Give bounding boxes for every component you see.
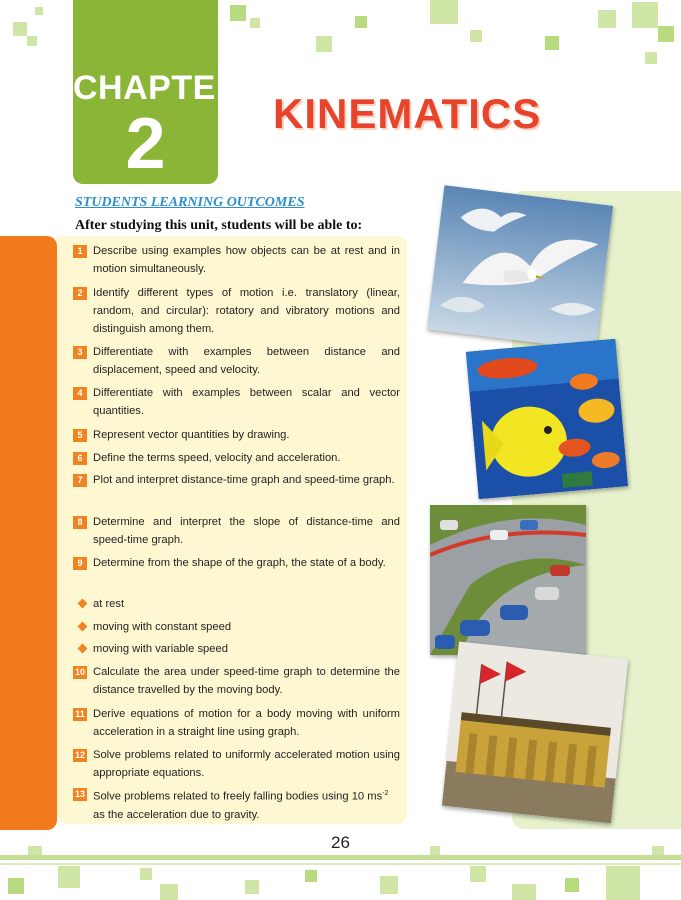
bullet-text: moving with variable speed [93, 643, 228, 655]
item-text: Differentiate with examples between distance and displacement, speed and velocity. [93, 346, 400, 376]
list-item [73, 746, 400, 782]
tropical-fish-photo [466, 339, 628, 500]
decor-square [230, 5, 246, 21]
seagulls-image [427, 185, 613, 350]
item-number: 11 [73, 708, 87, 721]
decor-square [305, 870, 317, 882]
slo-intro: After studying this unit, students will be able to: [75, 218, 363, 233]
decor-square [35, 7, 43, 15]
item-number: 4 [73, 387, 87, 400]
slo-heading: STUDENTS LEARNING OUTCOMES [75, 195, 305, 210]
decor-square [512, 884, 536, 900]
parade-image [442, 642, 628, 824]
item-text: Calculate the area under speed-time graph to determine the distance travelled by the moving body. [93, 666, 400, 696]
item-text [93, 785, 400, 824]
item-number: 9 [73, 557, 87, 570]
decor-square [245, 880, 259, 894]
item-text: Determine from the shape of the graph, the state of a body. [93, 557, 386, 569]
sub-bullet [79, 595, 124, 613]
side-bar [0, 236, 57, 830]
chapter-number: 2 [125, 104, 166, 184]
parade-photo [442, 642, 628, 824]
list-item [73, 384, 400, 420]
bullet-text: at rest [93, 598, 125, 610]
decor-square [565, 878, 579, 892]
diamond-bullet-icon [78, 622, 88, 632]
list-item [73, 426, 400, 444]
bullet-text: moving with constant speed [93, 621, 232, 633]
decor-square [58, 866, 80, 888]
decor-square [470, 866, 486, 882]
decor-square [27, 36, 37, 46]
decor-square [380, 876, 398, 894]
sub-bullet [79, 618, 231, 636]
sub-bullet [79, 640, 228, 658]
decor-square [606, 866, 640, 900]
item-text-part: Solve problems related to freely falling bodies using 10 ms [93, 790, 383, 803]
list-item [73, 471, 400, 489]
item-text-part: as the acceleration due to gravity. [93, 808, 260, 821]
list-item [73, 449, 400, 467]
item-number: 1 [73, 245, 87, 258]
list-item [73, 705, 400, 741]
list-item [73, 554, 400, 572]
item-text: Plot and interpret distance-time graph and speed-time graph. [93, 474, 395, 486]
page-number: 26 [331, 833, 350, 852]
item-text: Represent vector quantities by drawing. [93, 429, 290, 441]
decor-square [598, 10, 616, 28]
cars-image [430, 505, 586, 655]
item-number: 6 [73, 452, 87, 465]
item-number: 2 [73, 287, 87, 300]
item-text: Solve problems related to uniformly accelerated motion using appropriate equations. [93, 749, 400, 779]
decor-square [316, 36, 332, 52]
footer-rule [0, 863, 681, 865]
chapter-badge [73, 0, 241, 184]
decor-square [470, 30, 482, 42]
item-text: Define the terms speed, velocity and acceleration. [93, 452, 341, 464]
item-number: 5 [73, 429, 87, 442]
superscript: -2 [382, 790, 389, 797]
decor-square [632, 2, 658, 28]
diamond-bullet-icon [78, 599, 88, 609]
page-title: KINEMATICS [273, 90, 542, 137]
item-text: Determine and interpret the slope of distance-time and speed-time graph. [93, 516, 400, 546]
item-text: Differentiate with examples between scalar and vector quantities. [93, 387, 400, 417]
list-item [73, 785, 400, 824]
seagulls-photo [427, 185, 613, 350]
item-text: Describe using examples how objects can be at rest and in motion simultaneously. [93, 245, 400, 275]
decor-square [13, 22, 27, 36]
item-number: 7 [73, 474, 87, 487]
decor-square [8, 878, 24, 894]
list-item [73, 513, 400, 549]
chapter-label: CHAPTER [73, 69, 241, 107]
item-text: Derive equations of motion for a body moving with uniform acceleration in a straight line using graph. [93, 708, 400, 738]
decor-square [250, 18, 260, 28]
decor-square [430, 0, 458, 24]
list-item [73, 663, 400, 699]
list-item [73, 242, 400, 278]
item-number: 8 [73, 516, 87, 529]
item-number: 10 [74, 667, 85, 677]
list-item [73, 284, 400, 338]
car-race-photo [430, 505, 586, 655]
diamond-bullet-icon [78, 644, 88, 654]
decor-square [355, 16, 367, 28]
list-item [73, 343, 400, 379]
item-number: 13 [74, 789, 85, 799]
decor-square [645, 52, 657, 64]
decor-square [140, 868, 152, 880]
decor-square [545, 36, 559, 50]
item-number: 3 [73, 346, 87, 359]
item-text: Identify different types of motion i.e. translatory (linear, random, and circular): rotatory and vibratory motions and distinguish among them. [93, 287, 400, 335]
decor-square [658, 26, 674, 42]
footer-rule [0, 855, 681, 860]
item-number: 12 [74, 750, 85, 760]
decor-square [160, 884, 178, 900]
fish-image [466, 339, 628, 500]
